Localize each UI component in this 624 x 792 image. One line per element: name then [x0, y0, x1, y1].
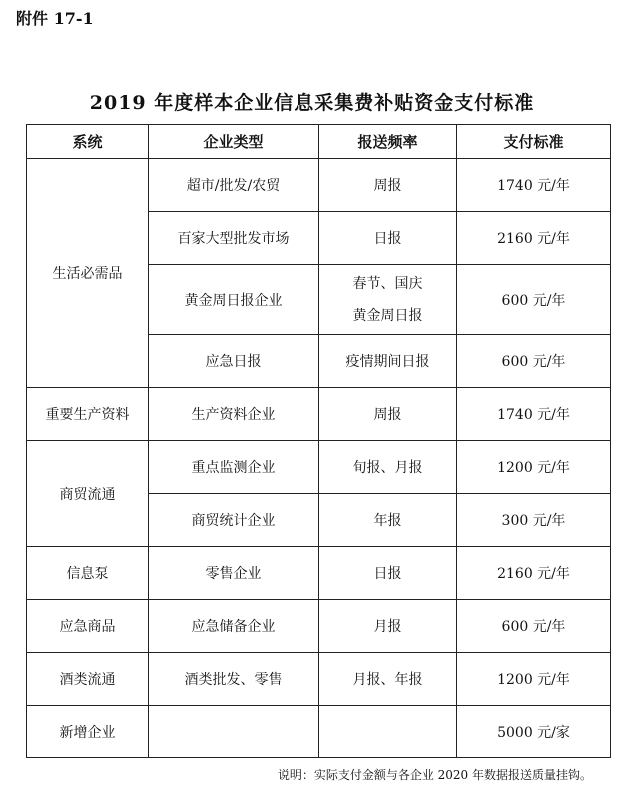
type-cell: 应急储备企业	[149, 600, 319, 653]
table-row	[27, 547, 611, 600]
frequency-cell: 月报、年报	[319, 653, 457, 706]
system-cell: 信息泵	[27, 547, 149, 600]
footnote: 说明：实际支付金额与各企业 2020 年数据报送质量挂钩。	[277, 768, 592, 782]
column-header-frequency: 报送频率	[319, 125, 457, 159]
system-cell: 生活必需品	[27, 159, 149, 388]
type-cell: 生产资料企业	[149, 388, 319, 441]
system-cell: 重要生产资料	[27, 388, 149, 441]
standard-cell: 5000 元/家	[457, 706, 611, 758]
table-row	[27, 653, 611, 706]
type-cell	[149, 706, 319, 758]
table-row	[27, 600, 611, 653]
frequency-cell	[319, 265, 457, 335]
standard-cell: 2160 元/年	[457, 212, 611, 265]
type-cell: 重点监测企业	[149, 441, 319, 494]
frequency-cell: 月报	[319, 600, 457, 653]
payment-standard-table	[26, 124, 611, 758]
type-cell: 黄金周日报企业	[149, 265, 319, 335]
table-row	[27, 159, 611, 212]
frequency-line: 黄金周日报	[352, 307, 423, 324]
system-cell: 应急商品	[27, 600, 149, 653]
frequency-cell	[319, 706, 457, 758]
standard-cell: 1200 元/年	[457, 441, 611, 494]
type-cell: 商贸统计企业	[149, 494, 319, 547]
document-title: 2019 年度样本企业信息采集费补贴资金支付标准	[89, 92, 535, 114]
standard-cell: 1200 元/年	[457, 653, 611, 706]
frequency-cell: 旬报、月报	[319, 441, 457, 494]
type-cell: 应急日报	[149, 335, 319, 388]
standard-cell: 1740 元/年	[457, 388, 611, 441]
table-row	[27, 441, 611, 494]
standard-cell: 1740 元/年	[457, 159, 611, 212]
standard-cell: 600 元/年	[457, 335, 611, 388]
standard-cell: 2160 元/年	[457, 547, 611, 600]
standard-cell: 300 元/年	[457, 494, 611, 547]
frequency-cell: 周报	[319, 159, 457, 212]
frequency-cell: 日报	[319, 547, 457, 600]
frequency-cell: 日报	[319, 212, 457, 265]
column-header-standard: 支付标准	[457, 125, 611, 159]
frequency-cell: 周报	[319, 388, 457, 441]
system-cell: 酒类流通	[27, 653, 149, 706]
type-cell: 酒类批发、零售	[149, 653, 319, 706]
type-cell: 零售企业	[149, 547, 319, 600]
standard-cell: 600 元/年	[457, 265, 611, 335]
table-row	[27, 706, 611, 758]
standard-cell: 600 元/年	[457, 600, 611, 653]
type-cell: 超市/批发/农贸	[149, 159, 319, 212]
system-cell: 商贸流通	[27, 441, 149, 547]
frequency-cell: 疫情期间日报	[319, 335, 457, 388]
table-row	[27, 388, 611, 441]
table-header-row	[27, 125, 611, 159]
frequency-cell: 年报	[319, 494, 457, 547]
attachment-label: 附件 17-1	[16, 9, 94, 28]
frequency-line: 春节、国庆	[352, 275, 423, 292]
column-header-system: 系统	[27, 125, 149, 159]
system-cell: 新增企业	[27, 706, 149, 758]
column-header-type: 企业类型	[149, 125, 319, 159]
type-cell: 百家大型批发市场	[149, 212, 319, 265]
